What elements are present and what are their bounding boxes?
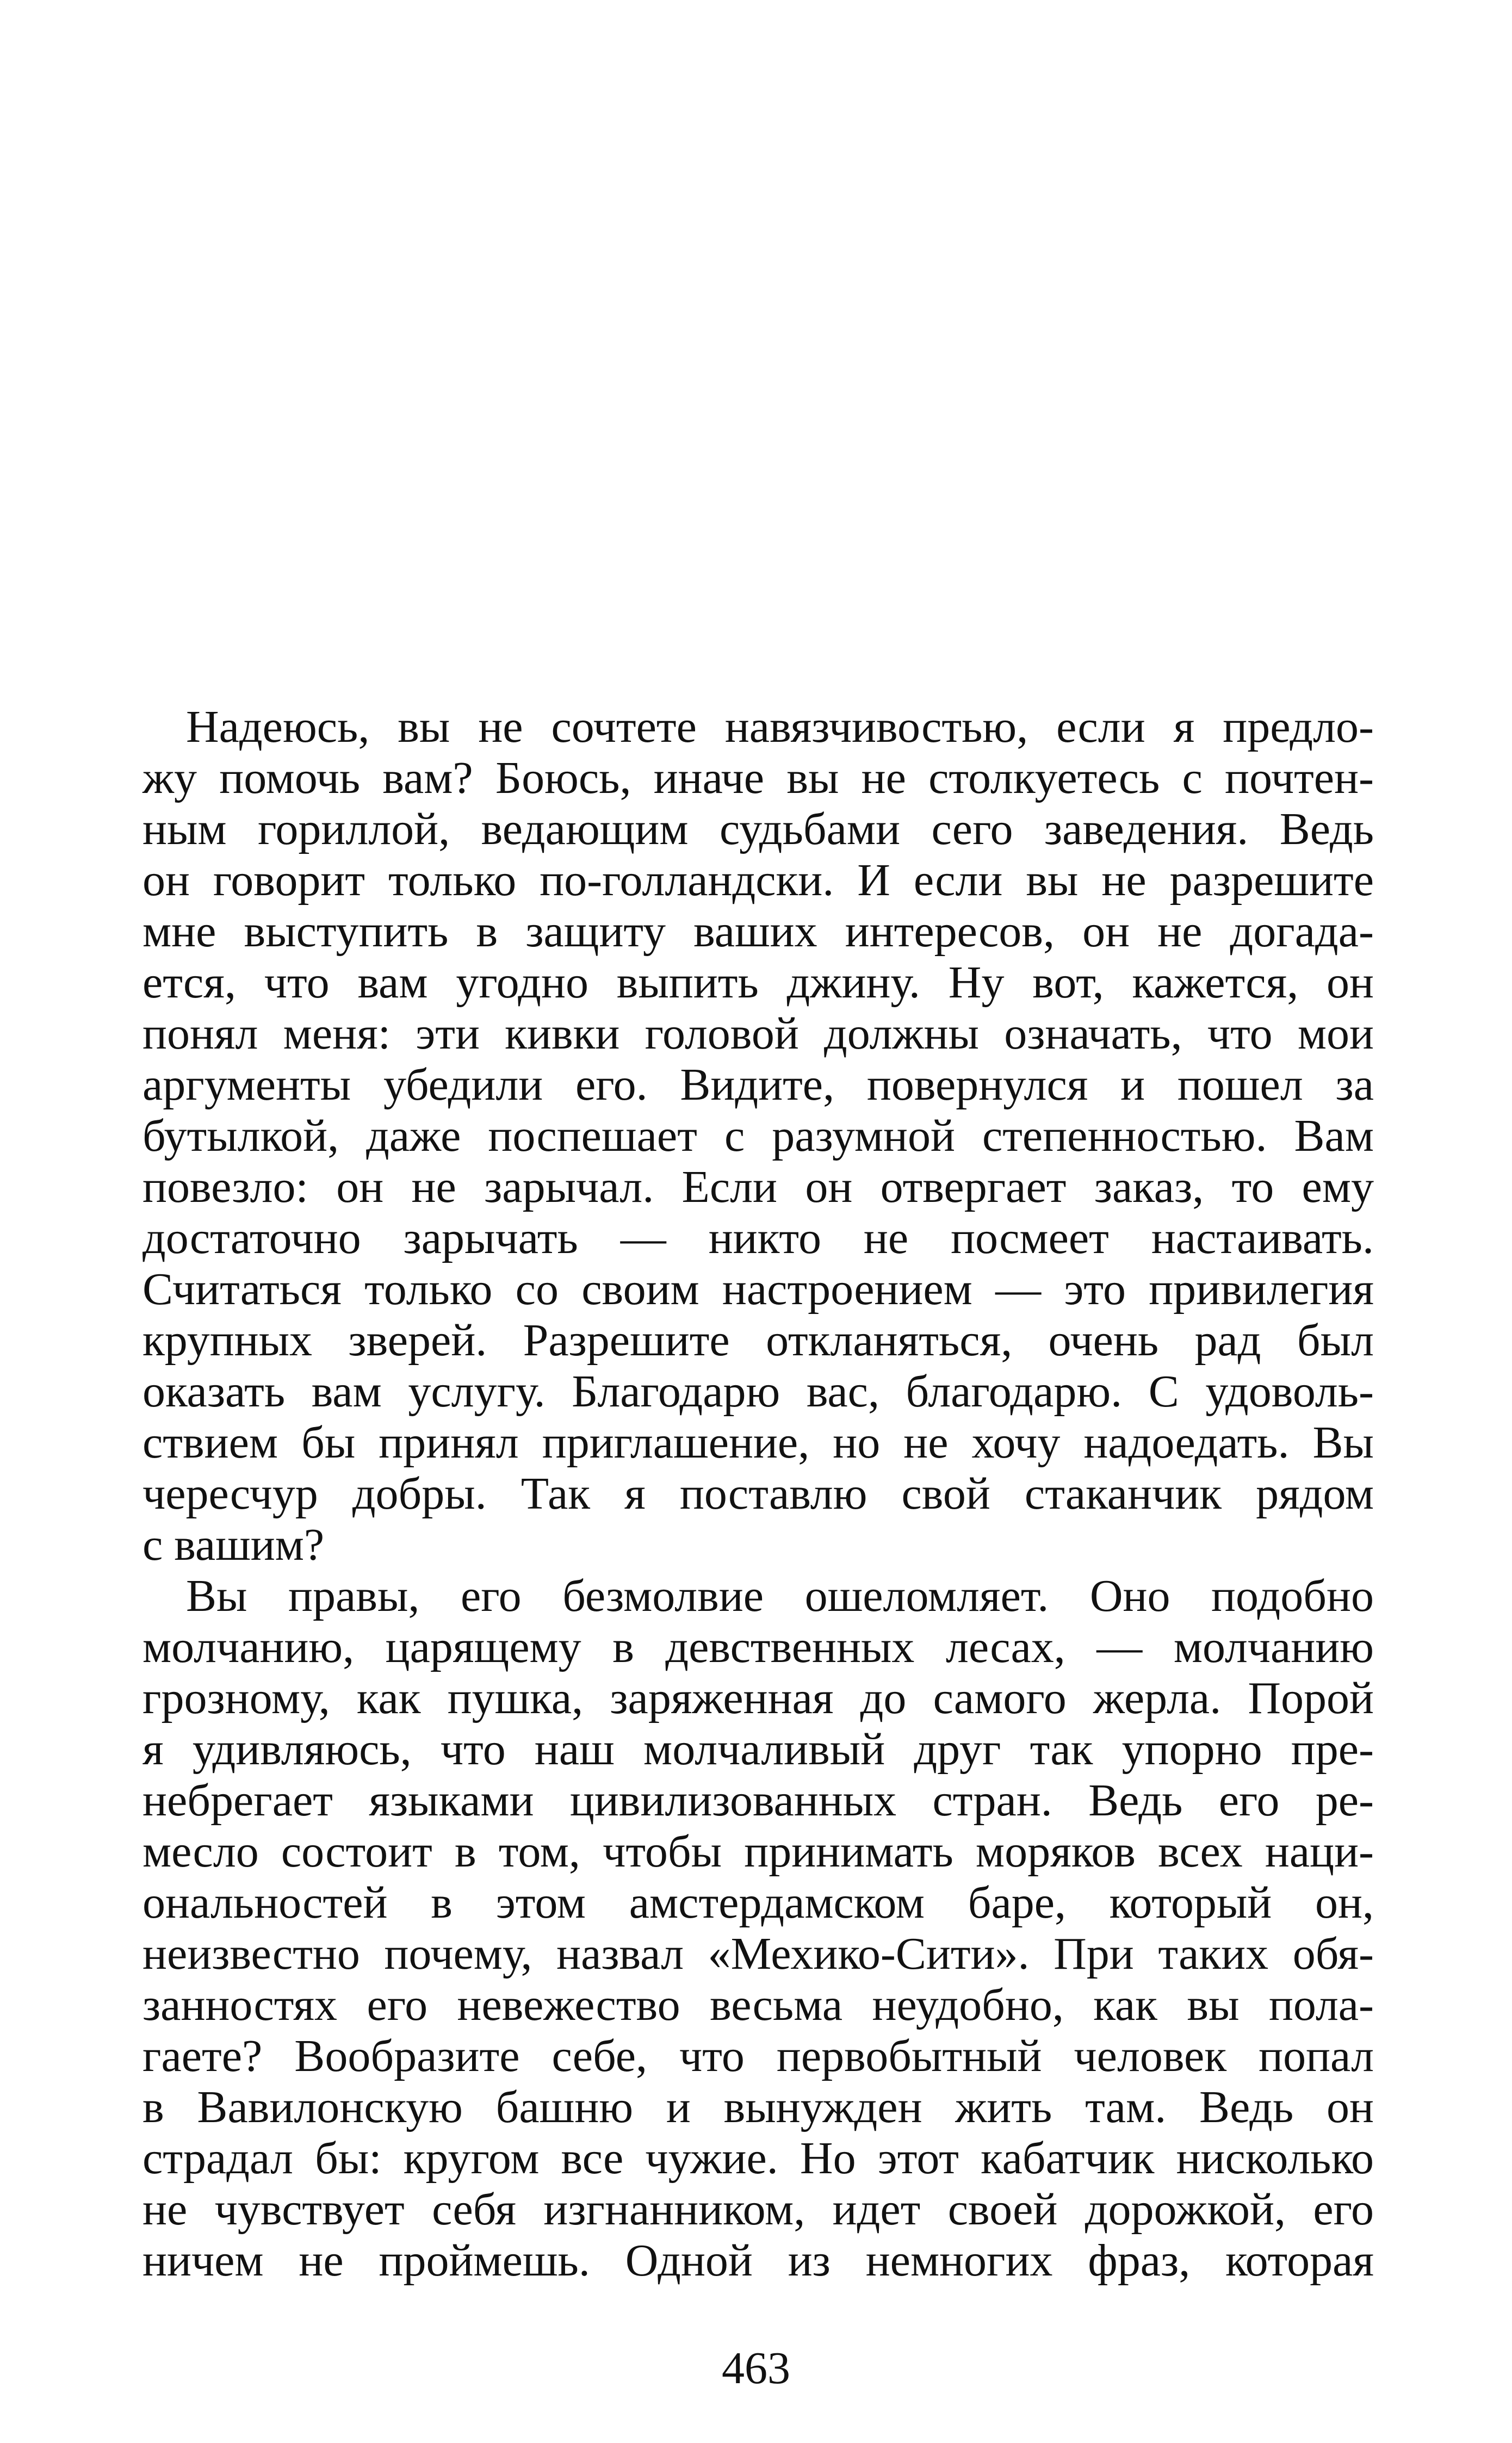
- text-line: понял меня: эти кивки головой должны означать, что мои: [142, 1008, 1374, 1059]
- text-line: чересчур добры. Так я поставлю свой стаканчик рядом: [142, 1468, 1374, 1519]
- text-line: ствием бы принял приглашение, но не хочу надоедать. Вы: [142, 1417, 1374, 1468]
- text-line: я удивляюсь, что наш молчаливый друг так упорно пре-: [142, 1724, 1374, 1775]
- text-line: бутылкой, даже поспешает с разумной степенностью. Вам: [142, 1111, 1374, 1161]
- text-line: ным гориллой, ведающим судьбами сего заведения. Ведь: [142, 804, 1374, 854]
- text-line: страдал бы: кругом все чужие. Но этот кабатчик нисколько: [142, 2133, 1374, 2184]
- text-line: ональностей в этом амстердамском баре, который он,: [142, 1877, 1374, 1928]
- text-line: занностях его невежество весьма неудобно, как вы пола-: [142, 1980, 1374, 2030]
- paragraph-2: [142, 1571, 1374, 2286]
- text-line: Считаться только со своим настроением — это привилегия: [142, 1264, 1374, 1314]
- text-line: крупных зверей. Разрешите откланяться, очень рад был: [142, 1315, 1374, 1366]
- text-line: Вы правы, его безмолвие ошеломляет. Оно подобно: [186, 1571, 1374, 1621]
- text-line: молчанию, царящему в девственных лесах, — молчанию: [142, 1622, 1374, 1672]
- text-line: мне выступить в защиту ваших интересов, он не догада-: [142, 906, 1374, 957]
- text-line: повезло: он не зарычал. Если он отвергает заказ, то ему: [142, 1162, 1374, 1212]
- text-line: ется, что вам угодно выпить джину. Ну вот, кажется, он: [142, 957, 1374, 1008]
- text-line: Надеюсь, вы не сочтете навязчивостью, если я предло-: [186, 702, 1374, 752]
- text-line: неизвестно почему, назвал «Мехико-Сити». При таких обя-: [142, 1929, 1374, 1979]
- text-line: ничем не проймешь. Одной из немногих фраз, которая: [142, 2235, 1374, 2286]
- page-number: 463: [722, 2343, 790, 2394]
- text-line: жу помочь вам? Боюсь, иначе вы не столкуетесь с почтен-: [142, 753, 1374, 803]
- text-line: не чувствует себя изгнанником, идет своей дорожкой, его: [142, 2184, 1374, 2235]
- text-line: с вашим?: [142, 1520, 325, 1570]
- text-line: небрегает языками цивилизованных стран. Ведь его ре-: [142, 1775, 1374, 1826]
- text-line: достаточно зарычать — никто не посмеет настаивать.: [142, 1213, 1374, 1263]
- text-line: гаете? Вообразите себе, что первобытный человек попал: [142, 2031, 1374, 2081]
- paragraph-1: [142, 702, 1374, 1571]
- text-line: месло состоит в том, чтобы принимать моряков всех наци-: [142, 1826, 1374, 1877]
- text-line: аргументы убедили его. Видите, повернулся и пошел за: [142, 1059, 1374, 1110]
- text-line: он говорит только по-голландски. И если вы не разрешите: [142, 855, 1374, 906]
- body-text: [142, 702, 1374, 2286]
- text-line: грозному, как пушка, заряженная до самого жерла. Порой: [142, 1673, 1374, 1723]
- text-line: в Вавилонскую башню и вынужден жить там. Ведь он: [142, 2082, 1374, 2132]
- text-line: оказать вам услугу. Благодарю вас, благодарю. С удоволь-: [142, 1366, 1374, 1417]
